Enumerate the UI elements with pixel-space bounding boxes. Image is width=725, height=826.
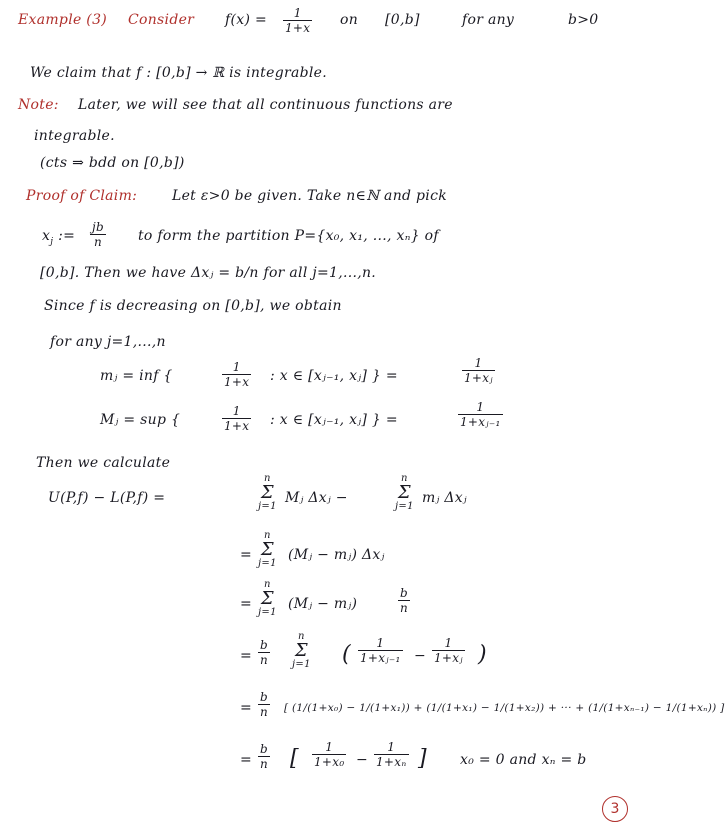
- mj-frac: $\frac{1}{1+x}$: [224, 360, 250, 389]
- f-fraction: [283, 6, 312, 35]
- note-label: Note:: [18, 97, 59, 113]
- note-text: Later, we will see that all continuous functions are: [78, 97, 453, 113]
- f-def: f(x) =: [225, 12, 267, 28]
- proof-text-1: Let ε>0 be given. Take n∈ℕ and pick: [172, 188, 447, 204]
- calc-lhs: U(P,f) − L(P,f) =: [48, 490, 166, 506]
- for-any: for any: [462, 12, 515, 28]
- xj-num: jb: [92, 220, 105, 234]
- proof-text-3: [0,b]. Then we have Δxⱼ = b/n for all j=1,...,n.: [40, 265, 377, 281]
- Mj-lhs: Mⱼ = sup {: [100, 412, 181, 428]
- sum-2: n Σ j=1: [395, 473, 414, 512]
- mj-set: : x ∈ [xⱼ₋₁, xⱼ] } =: [270, 368, 398, 384]
- telescoping-sum: [ (1/(1+x₀) − 1/(1+x₁)) + (1/(1+x₁) − 1/(1+x₂)) + ··· + (1/(1+xₙ₋₁) − 1/(1+xₙ)) ]: [284, 702, 725, 714]
- consider-word: Consider: [128, 12, 195, 28]
- proof-text-4: Since f is decreasing on [0,b], we obtain: [44, 298, 342, 314]
- xj-symbol: $x_j$ :=: [42, 228, 76, 247]
- note-text-3: (cts ⇒ bdd on [0,b]): [40, 155, 185, 171]
- on-word: on: [340, 12, 359, 28]
- sum-4: n Σ j=1: [258, 579, 277, 618]
- mj-lhs: mⱼ = inf {: [100, 368, 173, 384]
- sum-1: n Σ j=1: [258, 473, 277, 512]
- proof-label: Proof of Claim:: [26, 188, 138, 204]
- proof-text-5: for any j=1,...,n: [50, 334, 166, 350]
- Mj-frac: $\frac{1}{1+x}$: [224, 404, 250, 433]
- sum-3: n Σ j=1: [258, 530, 277, 569]
- page-number-badge: 3: [602, 796, 628, 822]
- xj-den: n: [93, 235, 103, 249]
- example-label: Example (3): [18, 12, 108, 28]
- note-text-2: integrable.: [34, 128, 115, 144]
- proof-text-2: to form the partition P={x₀, x₁, ..., xₙ} of: [138, 228, 439, 244]
- interval: [0,b]: [385, 12, 420, 28]
- b-positive: b>0: [568, 12, 599, 28]
- claim-text: We claim that f : [0,b] → ℝ is integrable.: [30, 65, 327, 81]
- Mj-result: $\frac{1}{\text{1+xⱼ₋₁}}$: [460, 400, 501, 429]
- notes-page: Example (3) Consider f(x) = $\frac{1}{1+x}$ on [0,b] for any b>0 We claim that f : [0,b] → ℝ is integrable. Note: Later, we will see that all continuous functions are integrable. (cts ⇒ bdd on [0,b]) Proof of Claim: Let ε>0 be given. Take n∈ℕ and pick $x_j$ := $\frac{jb}{n}$ to form the partition P={x₀, x₁, ..., xₙ} of [0,b]. Then we have Δxⱼ = b/n for all j=1,...,n. Since f is decreasing on [0,b], we obtain for any j=1,...,n mⱼ = inf { $\frac{1}{1+x}$ : x ∈ [xⱼ₋₁, xⱼ] } = $\frac{1}{\text{1+xⱼ}}$ Mⱼ = sup { $\frac{1}{1+x}$ : x ∈ [xⱼ₋₁, xⱼ] } = $\frac{1}{\text{1+xⱼ₋₁}}$ Then we calculate U(P,f) − L(P,f) = n Σ j=1 Mⱼ Δxⱼ − n Σ j=1 mⱼ Δxⱼ = n Σ j=1 (Mⱼ − mⱼ) Δxⱼ = n Σ j=1 (Mⱼ − mⱼ) $\frac{b}{n}$ = $\frac{b}{n}$ n Σ j=1 ( $\frac{1}{\text{1+xⱼ₋₁}}$ − $\frac{1}{\text{1+xⱼ}}$ ) = $\frac{b}{n}$ [ (1/(1+x₀) − 1/(1+x₁)) + (1/(1+x₁) − 1/(1+x₂)) + ··· + (1/(1+xₙ₋₁) − 1/(1+xₙ)) ] = $\frac{b}{n}$ [ $\frac{1}{\text{1+x₀}}$ − $\frac{1}{\text{1+xₙ}}$ ] x₀ = 0 and xₙ = b 3: [0, 0, 638, 826]
- f-num: 1: [283, 6, 312, 21]
- sum-5: n Σ j=1: [292, 631, 311, 670]
- xj-fraction: [90, 220, 106, 249]
- boundary-note: x₀ = 0 and xₙ = b: [460, 752, 587, 768]
- mj-result: $\frac{1}{\text{1+xⱼ}}$: [464, 356, 493, 385]
- Mj-set: : x ∈ [xⱼ₋₁, xⱼ] } =: [270, 412, 398, 428]
- f-den: 1+x: [285, 21, 311, 35]
